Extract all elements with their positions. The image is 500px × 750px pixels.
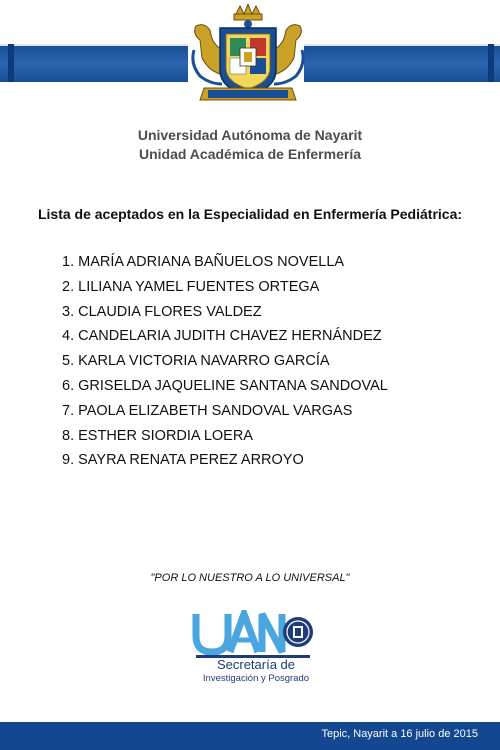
- list-item: [62, 275, 388, 300]
- list-item-name: LILIANA YAMEL FUENTES ORTEGA: [78, 278, 320, 295]
- list-item: [62, 374, 388, 399]
- accepted-list: [62, 250, 388, 473]
- list-item: [62, 324, 388, 349]
- university-name: Universidad Autónoma de Nayarit: [137, 127, 363, 143]
- list-item-number: 9.: [62, 452, 75, 469]
- footer-date: Tepic, Nayarit a 16 julio de 2015: [321, 728, 478, 740]
- list-item: [62, 399, 388, 424]
- footer-band: [0, 722, 500, 750]
- secretaria-line-2: Investigación y Posgrado: [202, 673, 310, 684]
- list-item-number: 4.: [62, 328, 75, 345]
- header-stripe: [488, 44, 494, 82]
- list-item: [62, 300, 388, 325]
- list-item-name: MARÍA ADRIANA BAÑUELOS NOVELLA: [78, 254, 345, 270]
- list-title: Lista de aceptados en la Especialidad en Enfermería Pediátrica:: [37, 206, 463, 222]
- university-heading: [0, 126, 500, 164]
- academic-unit-name: Unidad Académica de Enfermería: [138, 146, 361, 162]
- list-item-name: CLAUDIA FLORES VALDEZ: [78, 303, 262, 320]
- list-item-name: CANDELARIA JUDITH CHAVEZ HERNÁNDEZ: [78, 328, 382, 345]
- list-item: [62, 448, 388, 473]
- list-item: [62, 424, 388, 449]
- list-item: [62, 250, 388, 275]
- list-item-name: ESTHER SIORDIA LOERA: [78, 427, 253, 444]
- header-band-right: [304, 44, 500, 82]
- list-item-name: PAOLA ELIZABETH SANDOVAL VARGAS: [78, 402, 353, 419]
- list-item-name: GRISELDA JAQUELINE SANTANA SANDOVAL: [78, 377, 388, 394]
- header-band-left: [0, 44, 188, 82]
- list-item-number: 7.: [62, 402, 75, 419]
- motto: "POR LO NUESTRO A LO UNIVERSAL": [150, 572, 350, 584]
- list-item-number: 8.: [62, 427, 75, 444]
- list-item-number: 1.: [62, 254, 75, 270]
- header-stripe: [8, 44, 14, 82]
- list-item-name: KARLA VICTORIA NAVARRO GARCÍA: [78, 353, 330, 370]
- list-item-number: 3.: [62, 303, 75, 320]
- list-item-number: 2.: [62, 278, 75, 295]
- list-item-number: 5.: [62, 353, 75, 370]
- list-item-number: 6.: [62, 377, 75, 394]
- list-item: [62, 349, 388, 374]
- secretaria-line-1: Secretaría de: [216, 657, 296, 672]
- university-shield-icon: [190, 4, 306, 112]
- list-item-name: SAYRA RENATA PEREZ ARROYO: [78, 452, 304, 469]
